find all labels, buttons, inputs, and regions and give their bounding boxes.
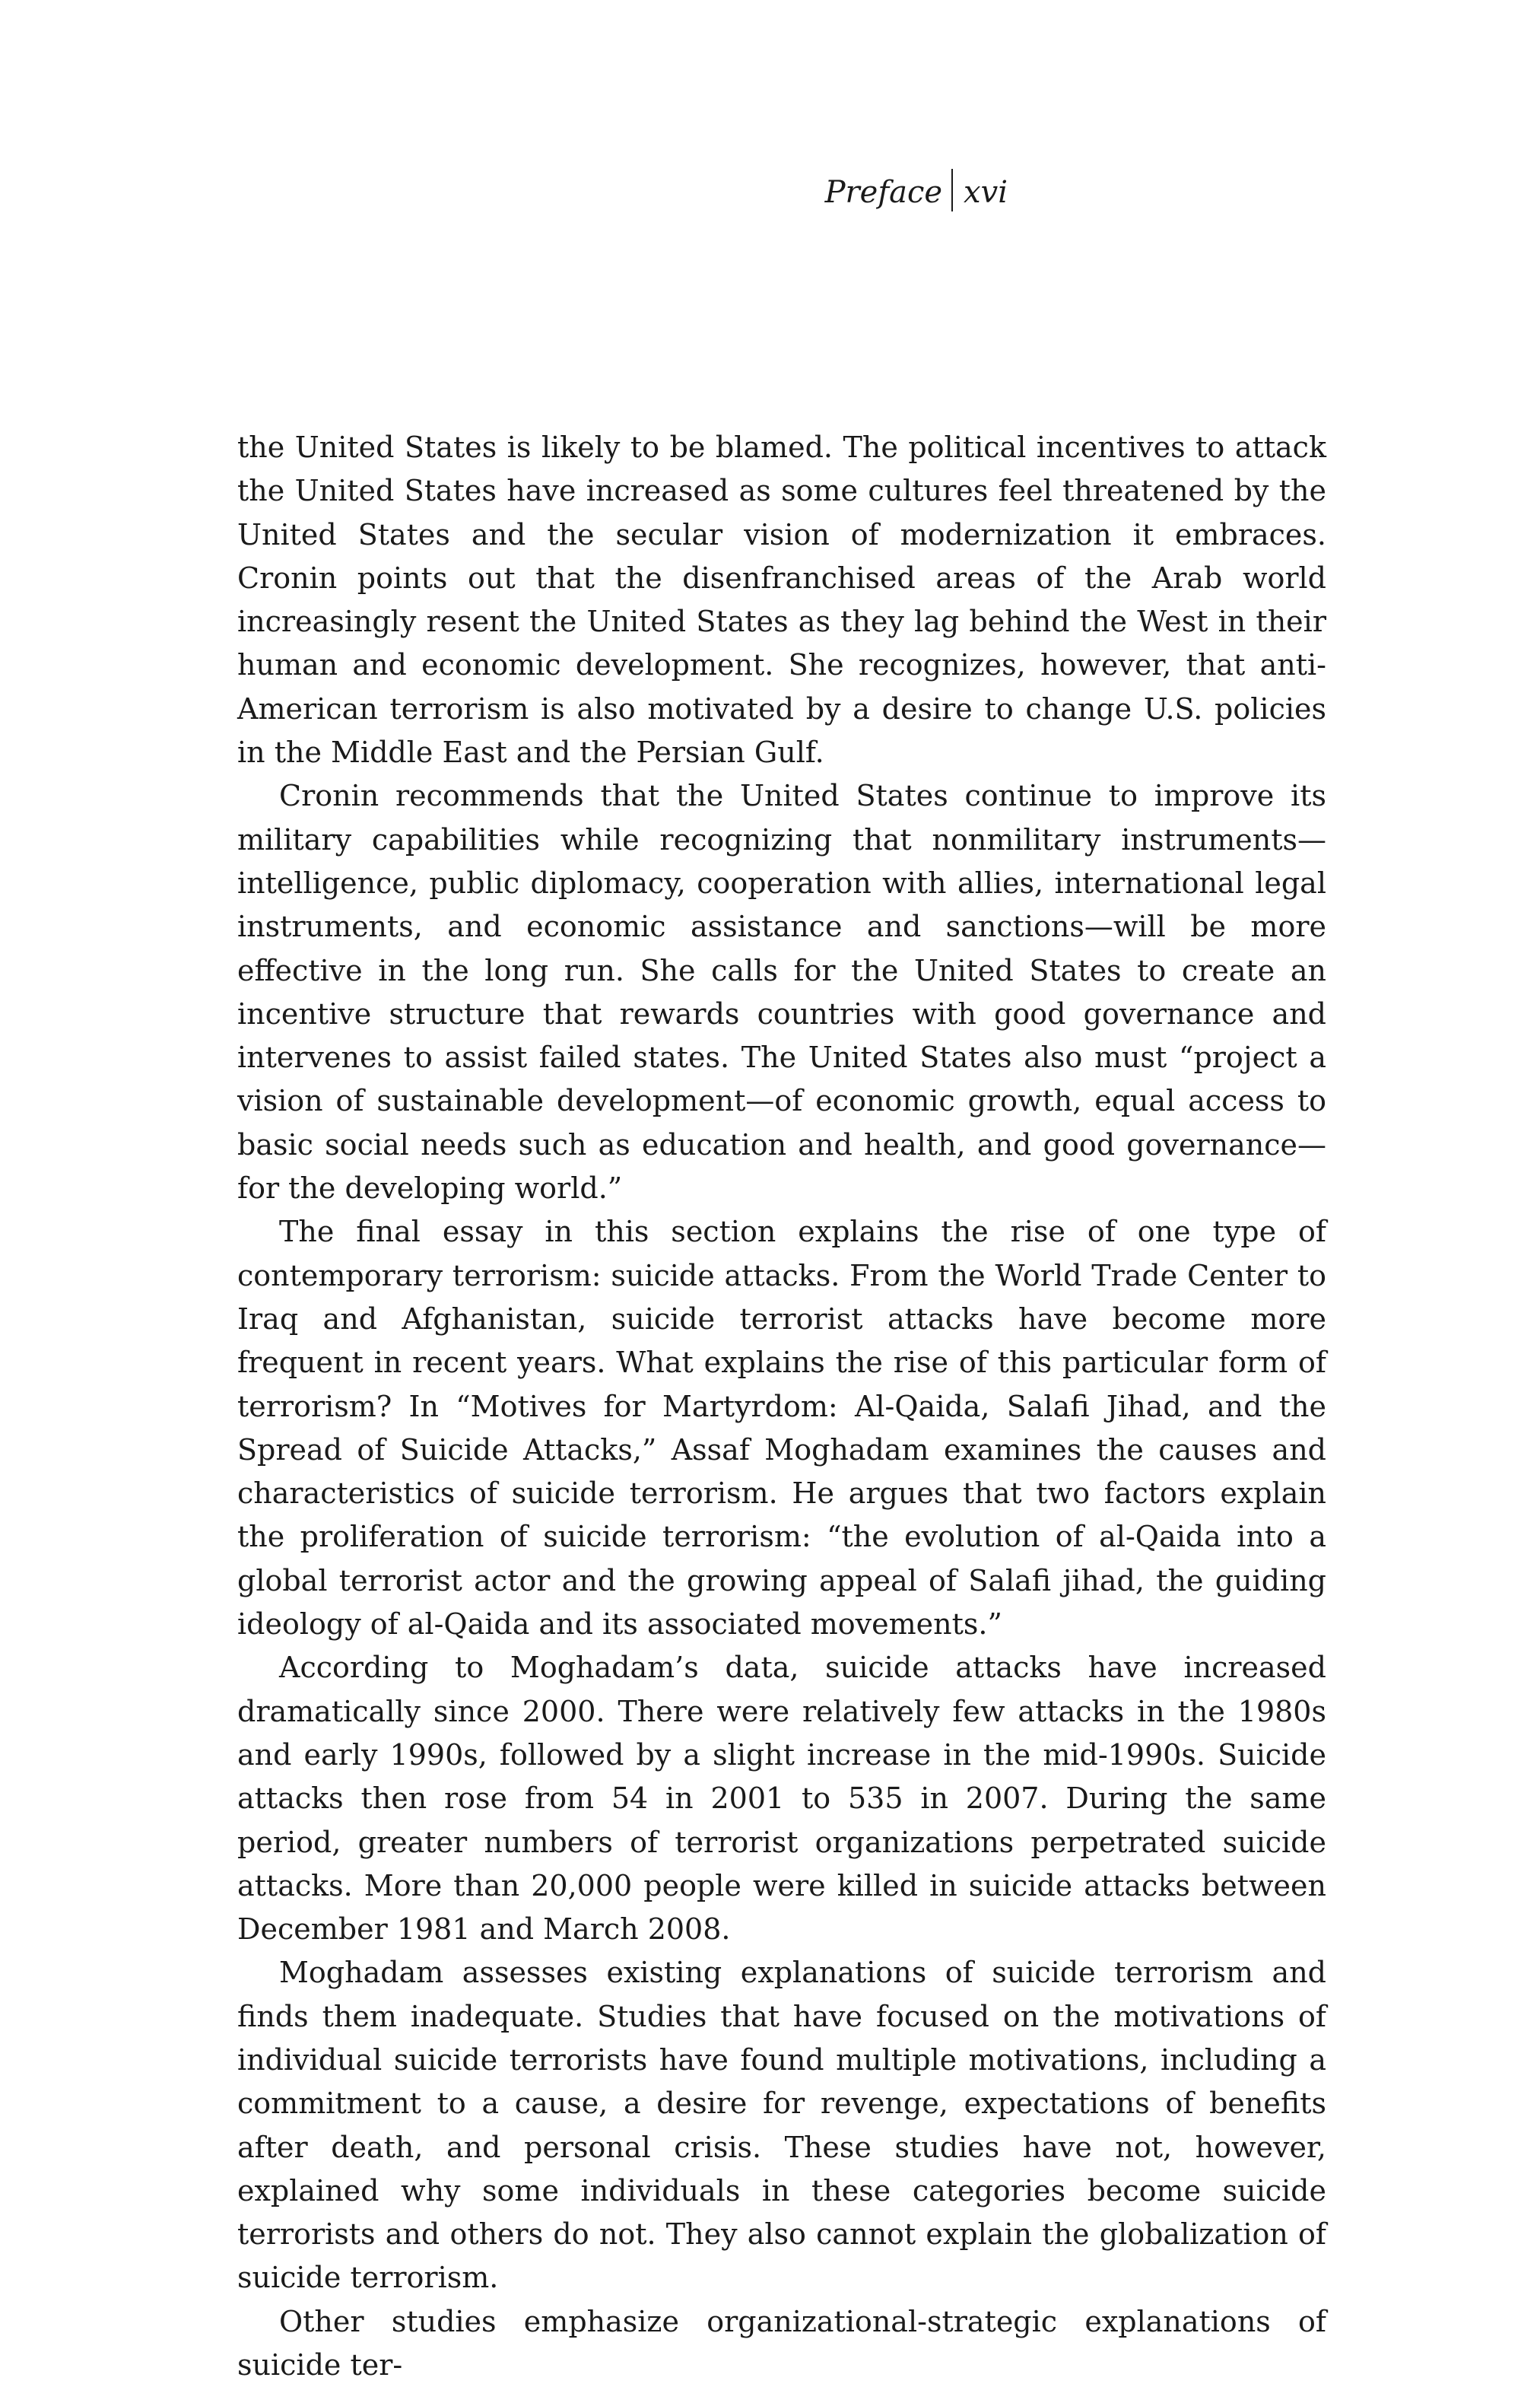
running-head-title: Preface	[824, 175, 943, 210]
paragraph: Moghadam assesses existing explanations of suicide terrorism and finds them inadequate. Studies that have focused on the motivations of individual suicide terrorists have found multiple motivations, including a commitment to a cause, a desire for revenge, expectations of benefits after death, and personal crisis. These studies have not, however, explained why some individuals in these categories become suicide terrorists and others do not. They also cannot explain the globalization of suicide terrorism.	[237, 1956, 1326, 2295]
body-text	[237, 426, 1326, 2387]
paragraph: According to Moghadam’s data, suicide attacks have increased dramatically since 2000. There were relatively few attacks in the 1980s and early 1990s, followed by a slight increase in the mid-1990s. Suicide attacks then rose from 54 in 2001 to 535 in 2007. During the same period, greater numbers of terrorist organizations perpetrated suicide attacks. More than 20,000 people were killed in suicide attacks between December 1981 and March 2008.	[237, 1651, 1326, 1947]
running-head	[825, 169, 1008, 211]
running-head-divider	[951, 169, 953, 211]
paragraph: Other studies emphasize organizational-strategic explanations of suicide ter-	[237, 2304, 1326, 2382]
page-number: xvi	[964, 175, 1008, 210]
paragraph: Cronin recommends that the United States continue to improve its military capabilities while recognizing that nonmilitary instruments—intelligence, public diplomacy, cooperation with allies, international legal instruments, and economic assistance and sanctions—will be more effective in the long run. She calls for the United States to create an incentive structure that rewards countries with good governance and intervenes to assist failed states. The United States also must “project a vision of sustainable development—of economic growth, equal access to basic social needs such as education and health, and good governance—for the developing world.”	[237, 779, 1326, 1206]
paragraph: The final essay in this section explains the rise of one type of contemporary terrorism: suicide attacks. From the World Trade Center to Iraq and Afghanistan, suicide terrorist attacks have become more frequent in recent years. What explains the rise of this particular form of terrorism? In “Motives for Martyrdom: Al-Qaida, Salafi Jihad, and the Spread of Suicide Attacks,” Assaf Moghadam examines the causes and characteristics of suicide terrorism. He argues that two factors explain the proliferation of suicide terrorism: “the evolution of al-Qaida into a global terrorist actor and the growing appeal of Salafi jihad, the guiding ideology of al-Qaida and its associated movements.”	[237, 1215, 1326, 1642]
paragraph: the United States is likely to be blamed. The political incentives to attack the United States have increased as some cultures feel threatened by the United States and the secular vision of modernization it embraces. Cronin points out that the disenfranchised areas of the Arab world increasingly resent the United States as they lag behind the West in their human and economic development. She recognizes, however, that anti-American terrorism is also motivated by a desire to change U.S. policies in the Middle East and the Persian Gulf.	[237, 431, 1326, 770]
